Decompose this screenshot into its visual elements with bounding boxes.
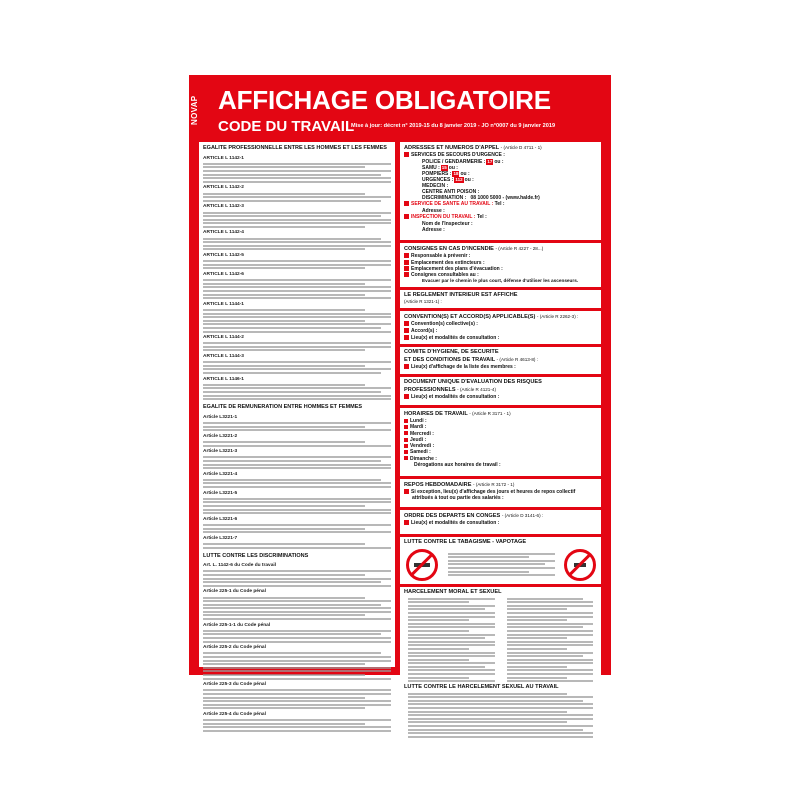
bullet-icon [404, 328, 409, 333]
text-line [203, 170, 391, 172]
text-line [203, 222, 391, 224]
text-line [203, 294, 365, 296]
text-line [203, 505, 365, 507]
text-line [203, 166, 365, 168]
text-line [203, 398, 391, 400]
bullet-icon [404, 201, 409, 206]
text-line [203, 460, 381, 462]
box-repos [400, 479, 601, 507]
text-line [203, 368, 391, 370]
article-heading: Article 225-2 du Code pénal [203, 645, 266, 651]
text-line [408, 608, 485, 610]
text-line [203, 441, 365, 443]
box-incendie-ref: - (Article R 4227 - 28...) [495, 246, 544, 251]
text-line [408, 662, 495, 664]
box-conventions [400, 311, 601, 344]
text-line [507, 655, 584, 657]
text-line [408, 666, 485, 668]
text-line [507, 659, 594, 661]
text-line [408, 736, 593, 738]
emergency-line-pompiers: POMPIERS : 18 ou : [422, 171, 470, 177]
text-line [507, 669, 594, 671]
text-line [203, 464, 391, 466]
text-line [507, 677, 568, 679]
text-line [507, 616, 594, 618]
day-label: Mardi : [410, 424, 427, 431]
conventions-item: Accord(s) : [411, 328, 438, 334]
emergency-line-police: POLICE / GENDARMERIE : 17 ou : [422, 159, 504, 165]
antipoison-line: CENTRE ANTI POISON : [422, 189, 480, 195]
box-horaires [400, 408, 601, 476]
article-heading: ARTICLE L 1142-4 [203, 230, 244, 236]
bullet-icon [404, 266, 409, 271]
text-line [203, 578, 391, 580]
box-adresses-title: ADRESSES ET NUMEROS D'APPEL [404, 145, 500, 151]
article-heading: Article L3221-1 [203, 414, 238, 420]
text-line [203, 391, 381, 393]
text-line [408, 714, 593, 716]
inspection-adresse: Adresse : [422, 227, 445, 233]
text-line [408, 693, 567, 695]
text-line [203, 660, 391, 662]
box-tabagisme [400, 537, 601, 584]
no-smoking-icon [406, 549, 438, 581]
poster-title: AFFICHAGE OBLIGATOIRE [218, 85, 551, 115]
text-line [203, 678, 391, 680]
text-line [408, 637, 485, 639]
text-line [408, 641, 495, 643]
text-line [203, 286, 391, 288]
article-heading: Article 225-1 du Code pénal [203, 589, 266, 595]
text-line [203, 327, 381, 329]
incendie-item: Consignes consultables au : [411, 272, 479, 278]
text-line [408, 630, 469, 632]
box-document-unique-title1: DOCUMENT UNIQUE D'EVALUATION DES RISQUES [404, 379, 542, 385]
article-heading: ARTICLE L 1144-3 [203, 354, 244, 360]
box-harcelement-title: HARCELEMENT MORAL ET SEXUEL [404, 589, 502, 595]
text-line [203, 697, 365, 699]
text-line [203, 689, 391, 691]
text-line [408, 616, 495, 618]
text-line [507, 612, 594, 614]
text-line [203, 456, 391, 458]
bullet-icon [404, 364, 409, 369]
text-line [203, 372, 381, 374]
box-repos-title: REPOS HEBDOMADAIRE [404, 482, 472, 488]
text-line [408, 612, 495, 614]
text-line [203, 313, 391, 315]
services-label: SERVICES DE SECOURS D'URGENCE : [411, 152, 505, 158]
box-conges-title: ORDRE DES DEPARTS EN CONGES [404, 513, 501, 519]
sante-adresse: Adresse : [422, 208, 445, 214]
article-heading: Article L3221-3 [203, 449, 238, 455]
text-line [203, 618, 391, 620]
text-line [408, 605, 495, 607]
text-line [203, 574, 365, 576]
box-horaires-ref: - (Article R 3171 - 1) [469, 411, 511, 416]
update-note: Mise à jour: décret n° 2019-15 du 8 janvier 2019 - JO n°0007 du 9 janvier 2019 [351, 123, 556, 129]
emergency-line-urgences: URGENCES : 112 ou : [422, 177, 474, 183]
bullet-icon [404, 456, 408, 460]
bullet-icon [404, 520, 409, 525]
bullet-icon [404, 444, 408, 448]
text-line [408, 721, 567, 723]
text-line [408, 725, 593, 727]
text-line [203, 320, 365, 322]
text-line [507, 644, 594, 646]
article-heading: Article 225-4 du Code pénal [203, 711, 266, 717]
box-document-unique-ref: - (Article R 4121-4) [457, 387, 496, 392]
text-line [408, 696, 593, 698]
box-reglement-ref: (Article R 1321-1) : [404, 299, 442, 304]
text-line [203, 700, 391, 702]
text-line [203, 193, 365, 195]
day-label: Vendredi : [410, 443, 435, 450]
text-line [507, 641, 594, 643]
text-line [203, 297, 391, 299]
box-repos-ref: - (Article R 3172 - 1) [473, 482, 515, 487]
text-line [203, 226, 365, 228]
text-line [507, 619, 568, 621]
bullet-icon [404, 438, 408, 442]
text-line [203, 238, 381, 240]
text-line [203, 611, 391, 613]
day-label: Lundi : [410, 418, 427, 424]
box-harcelement [400, 587, 601, 679]
box-chsct [400, 347, 601, 374]
article-heading: Article L3221-2 [203, 433, 238, 439]
conventions-item: Lieu(x) et modalités de consultation : [411, 335, 500, 341]
day-label: Samedi : [410, 449, 431, 456]
article-heading: Article L3221-7 [203, 535, 238, 541]
article-heading: ARTICLE L 1144-2 [203, 335, 244, 341]
bullet-icon [404, 321, 409, 326]
text-line [203, 693, 391, 695]
text-line [408, 673, 495, 675]
bullet-icon [404, 425, 408, 429]
box-reglement [400, 290, 601, 308]
text-line [408, 601, 469, 603]
box-conges-ref: - (Article D 3141-6) : [501, 513, 544, 518]
text-line [203, 245, 391, 247]
bullet-icon [404, 272, 409, 277]
bullet-icon [404, 260, 409, 265]
text-line [203, 342, 391, 344]
text-line [507, 598, 584, 600]
box-conventions-ref: - (Article R 2262-3) : [536, 314, 579, 319]
article-heading: ARTICLE L 1142-2 [203, 185, 244, 191]
text-line [507, 648, 568, 650]
section-egalite-remuneration-articles [199, 414, 395, 549]
text-line [203, 260, 391, 262]
days-list [404, 418, 597, 462]
box-chsct-title2: ET DES CONDITIONS DE TRAVAIL [404, 357, 496, 363]
bullet-icon [404, 253, 409, 258]
text-line [408, 677, 469, 679]
no-vaping-icon [564, 549, 596, 581]
text-line [408, 703, 593, 705]
text-line [203, 704, 391, 706]
text-line [203, 600, 391, 602]
text-line [203, 422, 391, 424]
sante-label: SERVICE DE SANTE AU TRAVAIL : [411, 201, 494, 207]
bullet-icon [404, 152, 409, 157]
section-egalite-pro-articles [199, 155, 395, 401]
text-line [203, 652, 381, 654]
text-line [203, 663, 365, 665]
text-line [203, 479, 381, 481]
article-heading: ARTICLE L 1142-6 [203, 272, 244, 277]
text-line [203, 267, 365, 269]
incendie-item: Emplacement des extincteurs : [411, 260, 485, 266]
text-line [203, 215, 381, 217]
text-line [203, 670, 391, 672]
conges-item: Lieu(x) et modalités de consultation : [411, 520, 500, 526]
bullet-icon [404, 214, 409, 219]
bullet-icon [404, 450, 408, 454]
text-line [203, 509, 391, 511]
box-document-unique [400, 377, 601, 405]
box-harcelement-sexuel [400, 682, 601, 738]
text-line [203, 241, 391, 243]
section-title-egalite-remuneration: EGALITE DE REMUNERATION ENTRE HOMMES ET FEMMES [203, 404, 363, 411]
text-line [203, 290, 391, 292]
article-heading: ARTICLE L 1142-5 [203, 253, 244, 259]
text-line [203, 607, 391, 609]
box-chsct-title1: COMITE D'HYGIENE, DE SECURITE [404, 349, 499, 355]
text-line [203, 482, 391, 484]
text-line [408, 659, 469, 661]
text-line [408, 707, 593, 709]
text-line [507, 626, 584, 628]
text-line [203, 163, 391, 165]
harcelement-sexuel-text [404, 693, 597, 738]
text-line [507, 608, 568, 610]
brand-logo: NOVAP [190, 95, 199, 125]
repos-item-cont: attribués à tout ou partie des salariés : [412, 495, 504, 501]
box-conges [400, 510, 601, 534]
bullet-icon [404, 431, 408, 435]
day-label: Jeudi : [410, 436, 427, 443]
text-line [203, 543, 365, 545]
text-line [408, 644, 495, 646]
text-line [203, 633, 381, 635]
text-line [408, 634, 495, 636]
text-line [408, 669, 495, 671]
text-line [507, 666, 568, 668]
box-tabagisme-title: LUTTE CONTRE LE TABAGISME - VAPOTAGE [404, 539, 527, 545]
box-adresses: ADRESSES ET NUMEROS D'APPEL - (Article D 4711 - 1) SERVICES DE SECOURS D'URGENCE : POLICE / GENDARMERIE : 17 ou : SAMU : 15 ou : POMPIERS : 18 ou : URGENCES : 112 ou : MEDECIN : CENTRE ANTI POISON : DISCRIMINATION : 08 1000 5000 - (www.halde.fr) SERVICE DE SANTE AU TRAVAIL : Tel : Adresse : INSPECTION DU TRAVAIL : Tel : Nom de l'Inspecteur : Adresse : [400, 142, 601, 240]
poster [189, 75, 611, 717]
box-horaires-title: HORAIRES DE TRAVAIL [404, 411, 468, 417]
text-line [203, 614, 365, 616]
text-line [203, 426, 365, 428]
article-heading: ARTICLE L 1142-1 [203, 155, 244, 161]
article-heading: ARTICLE L 1146-1 [203, 376, 244, 382]
text-line [507, 605, 594, 607]
text-line [203, 316, 391, 318]
incendie-item: Responsable à prévenir : [411, 253, 471, 259]
inspecteur-line: Nom de l'Inspecteur : [422, 221, 473, 227]
text-line [507, 630, 594, 632]
text-line [203, 248, 365, 250]
text-line [408, 655, 495, 657]
section-title-discriminations: LUTTE CONTRE LES DISCRIMINATIONS [203, 552, 309, 559]
section-discriminations-articles [199, 562, 395, 732]
text-line [203, 707, 365, 709]
text-line [203, 501, 391, 503]
left-column [199, 142, 395, 717]
text-line [203, 331, 391, 333]
text-line [203, 467, 391, 469]
text-line [203, 181, 391, 183]
article-heading: Article L3221-4 [203, 471, 238, 477]
text-line [203, 384, 365, 386]
box-conventions-title: CONVENTION(S) ET ACCORD(S) APPLICABLE(S) [404, 314, 536, 320]
text-line [203, 637, 391, 639]
box-chsct-ref: - (Article R 4613-8) : [496, 357, 538, 362]
text-line [507, 662, 594, 664]
article-heading: Article 225-3 du Code pénal [203, 682, 266, 688]
box-incendie [400, 243, 601, 287]
text-line [408, 652, 495, 654]
text-line [203, 498, 391, 500]
document-unique-item: Lieu(x) et modalités de consultation : [411, 394, 500, 400]
text-line [408, 623, 495, 625]
incendie-note: Evacuer par le chemin le plus court, défense d'utiliser les ascenseurs. [422, 278, 579, 283]
article-heading: ARTICLE L 1142-3 [203, 204, 244, 210]
article-heading: Article 225-1-1 du Code pénal [203, 622, 271, 628]
text-line [408, 648, 469, 650]
text-line [203, 604, 381, 606]
poster-subtitle: CODE DU TRAVAIL [218, 118, 355, 135]
text-line [203, 283, 365, 285]
text-line [203, 528, 365, 530]
text-line [203, 674, 365, 676]
text-line [203, 531, 391, 533]
text-line [203, 429, 391, 431]
repos-item: Si exception, lieu(x) d'affichage des jours et heures de repos collectif [411, 489, 576, 495]
text-line [203, 641, 391, 643]
text-line [203, 512, 391, 514]
text-line [203, 597, 365, 599]
text-line [203, 726, 391, 728]
text-line [203, 667, 391, 669]
text-line [203, 547, 391, 549]
conventions-item: Convention(s) collective(s) : [411, 321, 478, 327]
text-line [203, 212, 391, 214]
text-line [203, 219, 391, 221]
bullet-icon [404, 419, 408, 423]
box-reglement-title: LE REGLEMENT INTERIEUR EST AFFICHE [404, 292, 518, 298]
right-column [400, 142, 601, 690]
text-line [203, 177, 391, 179]
text-line [203, 349, 365, 351]
text-line [203, 387, 391, 389]
text-line [203, 445, 391, 447]
bullet-icon [404, 489, 409, 494]
text-line [408, 700, 583, 702]
box-adresses-ref: - (Article D 4711 - 1) [500, 145, 542, 150]
text-line [507, 652, 594, 654]
text-line [203, 346, 391, 348]
discrimination-line: DISCRIMINATION : 08 1000 5000 - (www.halde.fr) [422, 195, 540, 201]
text-line [507, 634, 594, 636]
text-line [408, 732, 593, 734]
text-line [203, 486, 391, 488]
text-line [203, 279, 391, 281]
text-line [203, 196, 391, 198]
text-line [203, 524, 391, 526]
derogation-line: Dérogations aux horaires de travail : [414, 462, 501, 469]
medecin-line: MEDECIN : [422, 183, 449, 189]
text-line [203, 395, 391, 397]
harcelement-text-left [404, 596, 499, 684]
text-line [203, 365, 365, 367]
box-harcelement-sexuel-title: LUTTE CONTRE LE HARCELEMENT SEXUEL AU TRAVAIL [404, 684, 559, 690]
text-line [203, 581, 381, 583]
text-line [507, 673, 594, 675]
text-line [408, 711, 567, 713]
text-line [203, 264, 391, 266]
text-line [203, 730, 391, 732]
text-line [203, 585, 391, 587]
article-heading: Article L3221-6 [203, 516, 238, 522]
article-heading: Article L3221-5 [203, 490, 238, 496]
article-heading: ARTICLE L 1144-1 [203, 301, 244, 307]
incendie-item: Emplacement des plans d'évacuation : [411, 266, 503, 272]
text-line [507, 601, 594, 603]
chsct-item: Lieu(x) d'affichage de la liste des membres : [411, 364, 516, 370]
day-label: Mercredi : [410, 430, 434, 437]
text-line [203, 630, 391, 632]
section-title-egalite-pro: EGALITE PROFESSIONNELLE ENTRE LES HOMMES ET LES FEMMES [203, 145, 387, 151]
text-line [203, 309, 365, 311]
day-label: Dimanche : [410, 455, 437, 462]
text-line [408, 729, 583, 731]
text-line [203, 174, 381, 176]
inspection-label: INSPECTION DU TRAVAIL : [411, 214, 476, 220]
text-line [507, 637, 568, 639]
text-line [203, 323, 391, 325]
emergency-line-samu: SAMU : 15 ou : [422, 165, 458, 171]
article-heading: Art. L. 1142-6 du Code du travail [203, 563, 277, 569]
text-line [203, 570, 391, 572]
text-line [408, 598, 495, 600]
bullet-icon [404, 394, 409, 399]
text-line [203, 719, 391, 721]
bullet-icon [404, 335, 409, 340]
text-line [408, 619, 469, 621]
box-document-unique-title2: PROFESSIONNELS [404, 387, 456, 393]
text-line [203, 200, 381, 202]
text-line [408, 626, 495, 628]
box-incendie-title: CONSIGNES EN CAS D'INCENDIE [404, 246, 494, 252]
harcelement-text-right [503, 596, 598, 684]
text-line [203, 656, 391, 658]
text-line [507, 623, 594, 625]
text-line [203, 723, 365, 725]
text-line [203, 361, 391, 363]
text-line [408, 718, 593, 720]
